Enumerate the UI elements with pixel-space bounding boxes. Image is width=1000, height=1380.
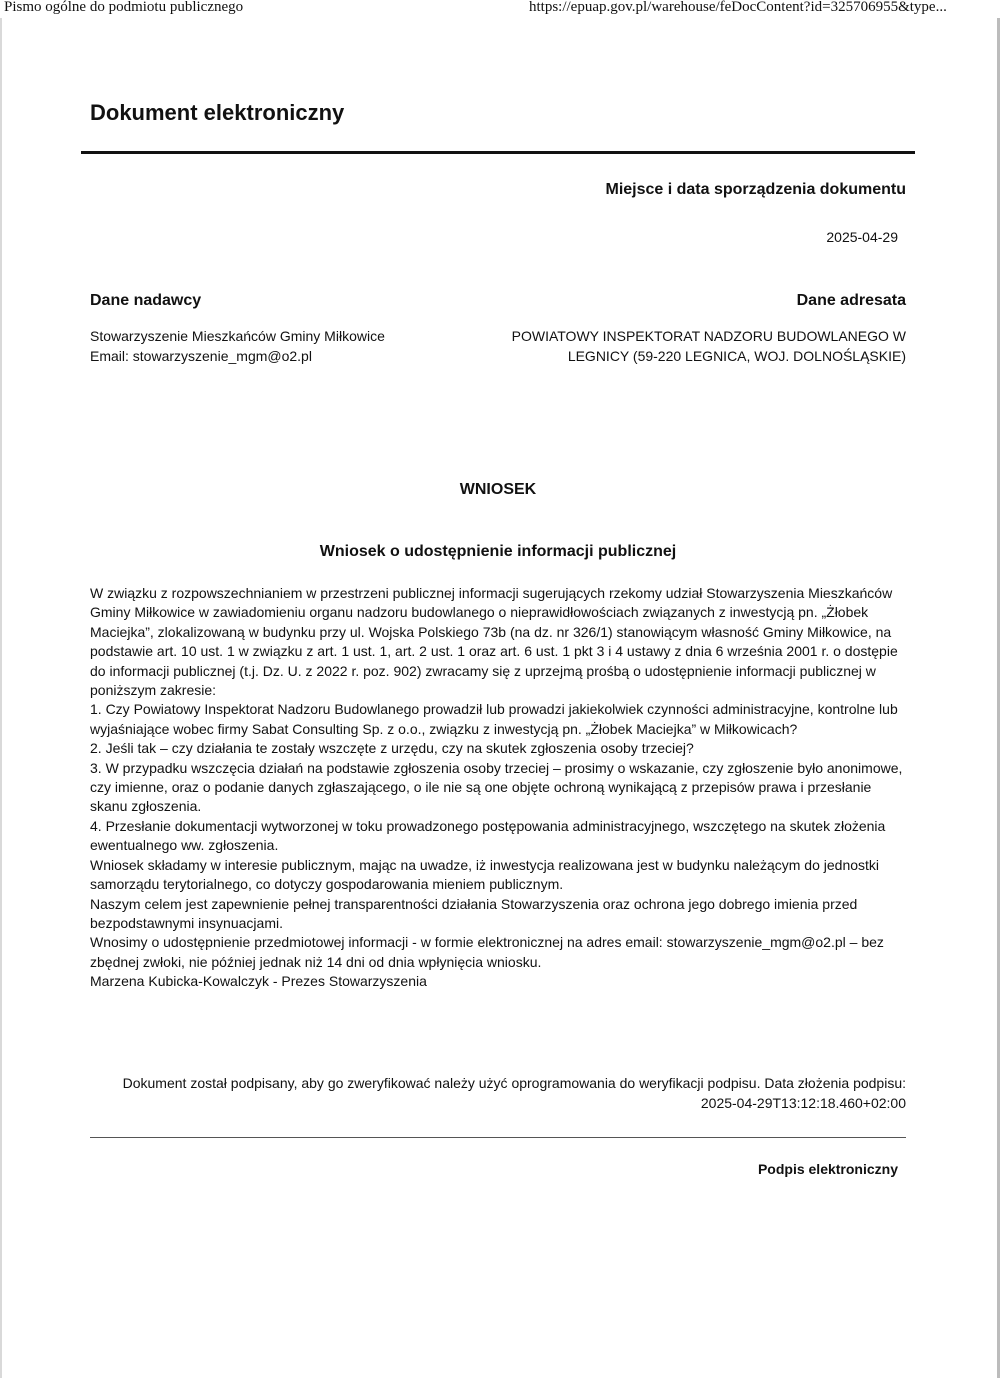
body-paragraph-author: Marzena Kubicka-Kowalczyk - Prezes Stowarzyszenia [90, 973, 427, 990]
document-date: 2025-04-29 [826, 229, 898, 245]
body-paragraph-request: Wnosimy o udostępnienie przedmiotowej informacji - w formie elektronicznej na adres email: stowarzyszenie_mgm@o2.pl – bez zbędnej zwłoki, nie później jednak niż 14 dni od dnia wpłynięcia wniosku. [90, 934, 884, 970]
document-title: Dokument elektroniczny [90, 100, 345, 125]
document-subject: Wniosek o udostępnienie informacji publicznej [319, 543, 677, 560]
sender-name: Stowarzyszenie Mieszkańców Gminy Miłkowice [90, 328, 385, 344]
sender-details [90, 326, 385, 366]
signature-timestamp: 2025-04-29T13:12:18.460+02:00 [700, 1095, 906, 1111]
signature-note [90, 1073, 906, 1113]
document-body [90, 584, 906, 992]
sender-heading: Dane nadawcy [90, 292, 202, 309]
addressee-heading: Dane adresata [796, 292, 906, 309]
signature-note-text: Dokument został podpisany, aby go zweryfikować należy użyć oprogramowania do weryfikacji podpisu. Data złożenia podpisu: [122, 1075, 906, 1091]
page-edge-left [0, 18, 2, 1378]
body-paragraph-question-2: 2. Jeśli tak – czy działania te zostały wszczęte z urzędu, czy na skutek zgłoszenia osoby trzeciej? [90, 740, 694, 757]
signature-label: Podpis elektroniczny [757, 1161, 898, 1177]
place-date-heading: Miejsce i data sporządzenia dokumentu [605, 181, 906, 198]
print-header-title: Pismo ogólne do podmiotu publicznego [4, 0, 244, 15]
body-paragraph-intro: W związku z rozpowszechnianiem w przestrzeni publicznej informacji sugerujących rzekomy udział Stowarzyszenia Mieszkańców Gminy Miłkowice w zawiadomieniu organu nadzoru budowlanego o nieprawidłowościach związanych z inwestycją pn. „Żłobek Maciejka”, zlokalizowaną w budynku przy ul. Wojska Polskiego 73b (na dz. nr 326/1) stanowiącym własność Gminy Miłkowice, na podstawie art. 10 ust. 1 w związku z art. 1 ust. 1, art. 2 ust. 1 oraz art. 6 ust. 1 pkt 3 i 4 ustawy z dnia 6 września 2001 r. o dostępie do informacji publicznej (t.j. Dz. U. z 2022 r. poz. 902) zwracamy się z uprzejmą prośbą o udostępnienie informacji publicznej w poniższym zakresie: [90, 585, 898, 699]
print-header-url: https://epuap.gov.pl/warehouse/feDocContent?id=325706955&type... [529, 0, 947, 15]
signature-divider [90, 1137, 906, 1138]
print-header [0, 0, 1000, 20]
body-paragraph-question-1: 1. Czy Powiatowy Inspektorat Nadzoru Budowlanego prowadził lub prowadzi jakiekolwiek czynności administracyjne, kontrolne lub wyjaśniające wobec firmy Sabat Consulting Sp. z o.o., związku z inwestycją pn. „Żłobek Maciejka” w Miłkowicach? [90, 701, 898, 737]
sender-email: Email: stowarzyszenie_mgm@o2.pl [90, 348, 312, 364]
body-paragraph-question-4: 4. Przesłanie dokumentacji wytworzonej w toku prowadzonego postępowania administracyjnego, wszczętego na skutek złożenia ewentualnego ww. zgłoszenia. [90, 817, 886, 854]
title-divider [81, 151, 915, 154]
document-type: WNIOSEK [459, 481, 537, 498]
body-paragraph-question-3: 3. W przypadku wszczęcia działań na podstawie zgłoszenia osoby trzeciej – prosimy o wskazanie, czy zgłoszenie było anonimowe, czy imienne, oraz o podanie danych zgłaszającego, o ile nie są one objęte ochroną wynikającą z przepisów prawa i przesłanie skanu zgłoszenia. [90, 759, 903, 815]
addressee-details: POWIATOWY INSPEKTORAT NADZORU BUDOWLANEGO W LEGNICY (59-220 LEGNICA, WOJ. DOLNOŚLĄSKIE) [511, 328, 906, 364]
body-paragraph-public-interest: Wniosek składamy w interesie publicznym, mając na uwadze, iż inwestycja realizowana jest w budynku należącym do jednostki samorządu terytorialnego, co dotyczy gospodarowania mieniem publicznym. [90, 856, 880, 893]
body-paragraph-goal: Naszym celem jest zapewnienie pełnej transparentności działania Stowarzyszenia oraz ochrona jego dobrego imienia przed bezpodstawnymi insynuacjami. [90, 895, 858, 931]
